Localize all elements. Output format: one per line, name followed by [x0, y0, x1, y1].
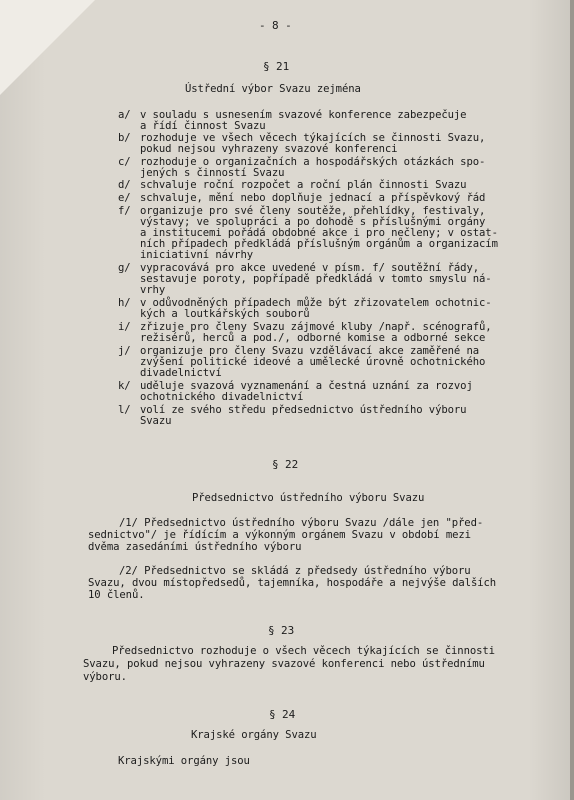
item-letter: j/ [118, 345, 131, 357]
item-line: volí ze svého středu předsednictvo ústředního výboru [140, 404, 467, 416]
item-line: organizuje pro členy Svazu vzdělávací akce zaměřené na [140, 345, 480, 357]
item-letter: e/ [118, 192, 131, 204]
item-line: a řídí činnost Svazu [140, 120, 266, 132]
item-line: rozhoduje o organizačních a hospodářských otázkách spo- [140, 156, 486, 168]
section-22-heading: § 22 [272, 458, 299, 471]
item-letter: h/ [118, 297, 131, 309]
section-24-heading: § 24 [269, 708, 296, 721]
paragraph-line: Předsednictvo rozhoduje o všech věcech týkajících se činnosti [112, 645, 495, 657]
item-letter: b/ [118, 132, 131, 144]
item-line: vypracovává pro akce uvedené v písm. f/ soutěžní řády, [140, 262, 480, 274]
item-line: a institucemi pořádá obdobné akce i pro nečleny; v ostat- [140, 227, 498, 239]
item-line: schvaluje, mění nebo doplňuje jednací a příspěvkový řád [140, 192, 486, 204]
item-line: organizuje pro své členy soutěže, přehlídky, festivaly, [140, 205, 486, 217]
section-22-title: Předsednictvo ústředního výboru Svazu [192, 492, 425, 504]
item-letter: g/ [118, 262, 131, 274]
page-number: - 8 - [259, 19, 292, 32]
item-letter: c/ [118, 156, 131, 168]
item-letter: l/ [118, 404, 131, 416]
folded-corner [0, 0, 95, 95]
item-line: režisérů, herců a pod./, odborné komise a odborné sekce [140, 332, 486, 344]
section-21-title: Ústřední výbor Svazu zejména [185, 83, 361, 95]
paragraph-line: /1/ Předsednictvo ústředního výboru Svazu /dále jen "před- [119, 517, 484, 529]
item-line: ochotnického divadelnictví [140, 391, 304, 403]
paragraph-line: Svazu, dvou místopředsedů, tajemníka, hospodáře a nejvýše dalších [88, 577, 497, 589]
item-line: kých a loutkářských souborů [140, 308, 310, 320]
item-line: ních případech předkládá příslušným orgánům a organizacím [140, 238, 498, 250]
paragraph-line: 10 členů. [88, 589, 145, 601]
item-letter: k/ [118, 380, 131, 392]
page-edge-shadow [570, 0, 574, 800]
item-line: pokud nejsou vyhrazeny svazové konferenci [140, 143, 398, 155]
item-line: uděluje svazová vyznamenání a čestná uznání za rozvoj [140, 380, 473, 392]
item-line: v odůvodněných případech může být zřizovatelem ochotnic- [140, 297, 492, 309]
paragraph-line: sednictvo"/ je řídícím a výkonným orgánem Svazu v období mezi [88, 529, 471, 541]
item-letter: f/ [118, 205, 131, 217]
section-24-title: Krajské orgány Svazu [191, 729, 317, 741]
item-letter: d/ [118, 179, 131, 191]
paragraph-line: dvěma zasedáními ústředního výboru [88, 541, 302, 553]
item-letter: i/ [118, 321, 131, 333]
item-line: sestavuje poroty, popřípadě předkládá v tomto smyslu ná- [140, 273, 492, 285]
paragraph-line: Svazu, pokud nejsou vyhrazeny svazové konferenci nebo ústřednímu [83, 658, 485, 670]
item-line: vrhy [140, 284, 166, 296]
item-line: Svazu [140, 415, 172, 427]
paragraph-line: výboru. [83, 671, 127, 683]
item-line: rozhoduje ve všech věcech týkajících se činnosti Svazu, [140, 132, 486, 144]
paragraph-line: /2/ Předsednictvo se skládá z předsedy ústředního výboru [119, 565, 471, 577]
item-line: zřizuje pro členy Svazu zájmové kluby /např. scénografů, [140, 321, 492, 333]
item-line: divadelnictví [140, 367, 222, 379]
section-23-heading: § 23 [268, 624, 295, 637]
item-line: výstavy; ve spolupráci a po dohodě s příslušnými orgány [140, 216, 486, 228]
item-line: zvýšení politické ideové a umělecké úrovně ochotnického [140, 356, 486, 368]
item-line: jených s činností Svazu [140, 167, 285, 179]
item-line: v souladu s usnesením svazové konference zabezpečuje [140, 109, 467, 121]
section-21-heading: § 21 [263, 60, 290, 73]
paragraph-line: Krajskými orgány jsou [118, 755, 250, 767]
item-line: schvaluje roční rozpočet a roční plán činnosti Svazu [140, 179, 467, 191]
item-line: iniciativní návrhy [140, 249, 254, 261]
item-letter: a/ [118, 109, 131, 121]
